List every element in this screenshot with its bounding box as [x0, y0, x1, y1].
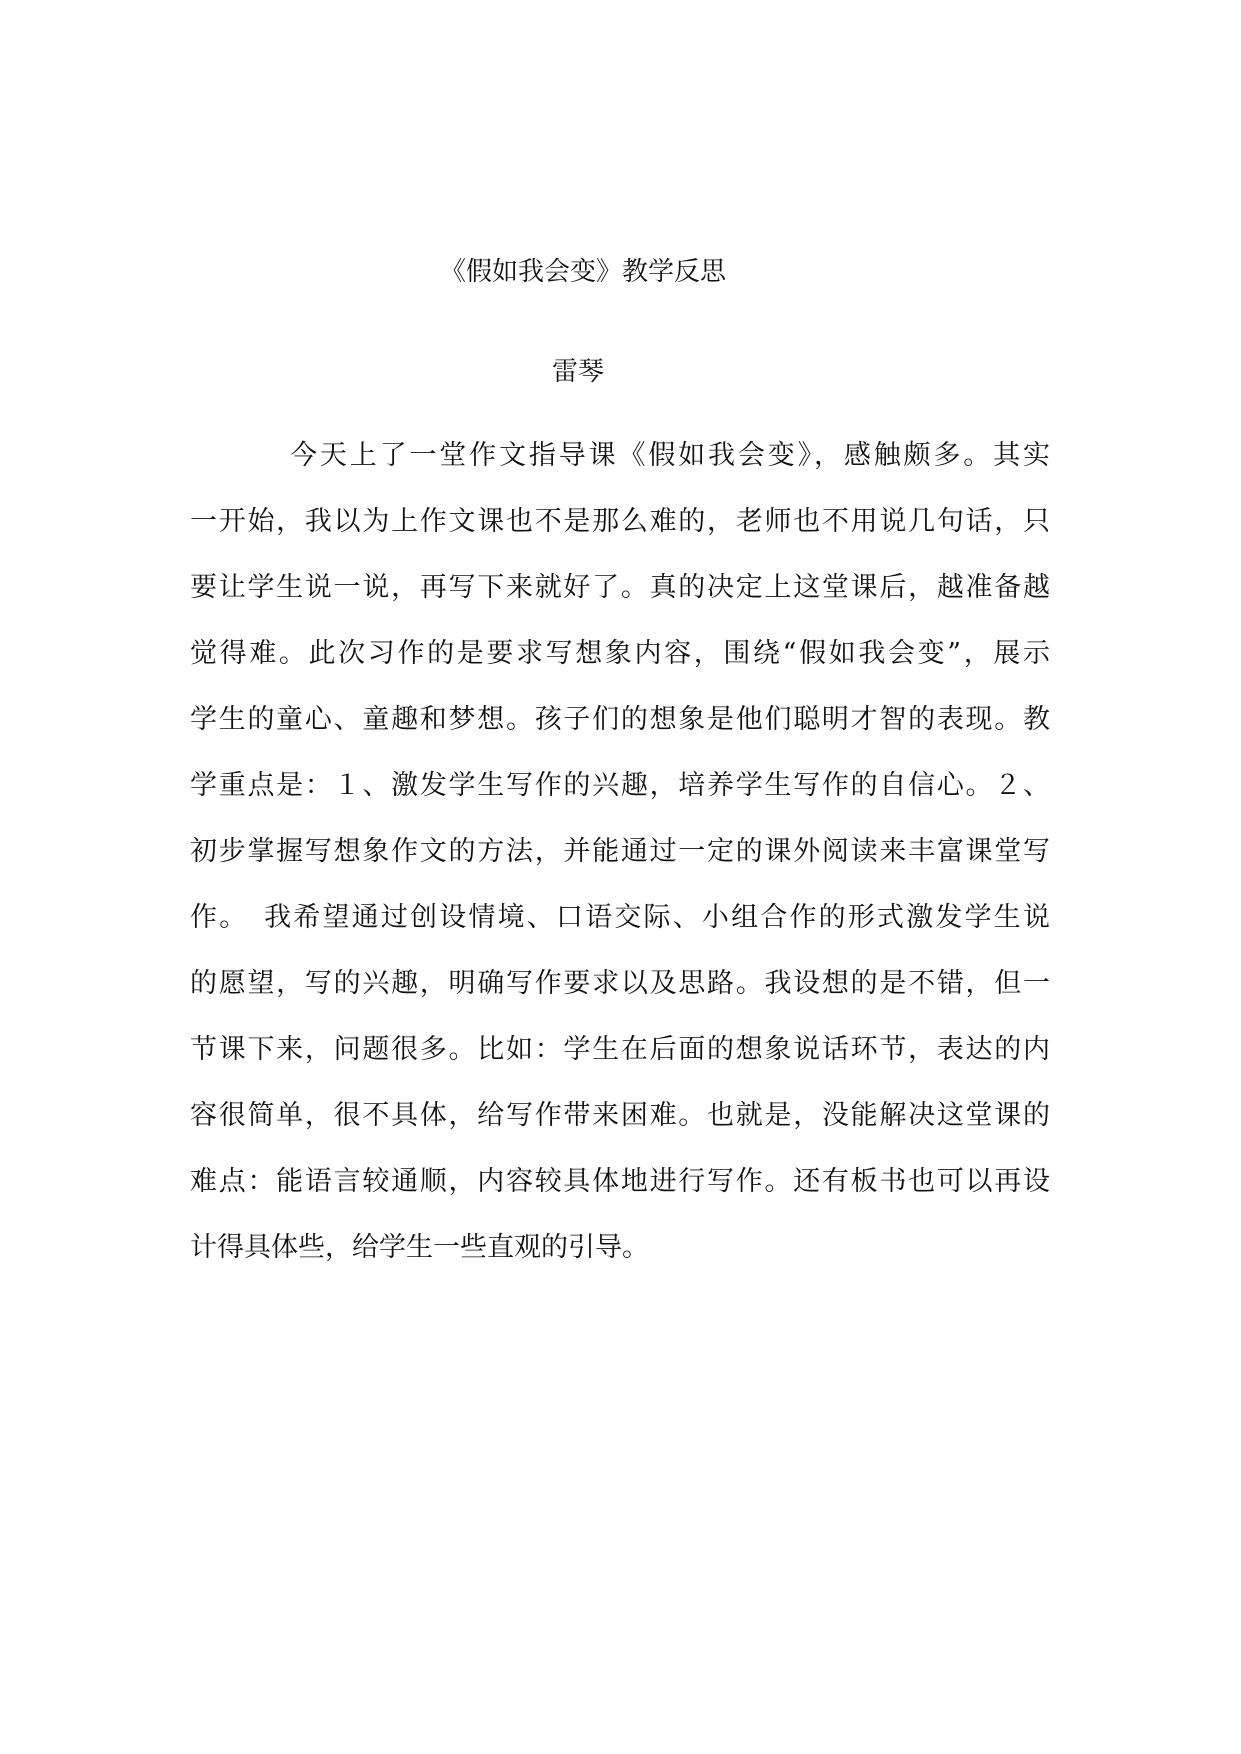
body-line: 今天上了一堂作文指导课《假如我会变》，感触颇多。其实	[290, 440, 1050, 471]
body-line: 计得具体些，给学生一些直观的引导。	[190, 1232, 649, 1263]
body-line: 觉得难。此次习作的是要求写想象内容，围绕“假如我会变”，展示	[190, 638, 1050, 669]
body-line: 容很简单，很不具体，给写作带来困难。也就是，没能解决这堂课的	[190, 1100, 1050, 1131]
body-line: 一开始，我以为上作文课也不是那么难的，老师也不用说几句话，只	[190, 506, 1050, 537]
body-line: 学生的童心、童趣和梦想。孩子们的想象是他们聪明才智的表现。教	[190, 704, 1050, 735]
body-line: 作。 我希望通过创设情境、口语交际、小组合作的形式激发学生说	[190, 902, 1050, 933]
body-line: 难点：能语言较通顺，内容较具体地进行写作。还有板书也可以再设	[190, 1166, 1050, 1197]
document-author: 雷琴	[552, 357, 605, 387]
document-body	[190, 436, 1050, 1294]
document-title: 《假如我会变》教学反思	[440, 257, 727, 287]
body-line: 要让学生说一说，再写下来就好了。真的决定上这堂课后，越准备越	[190, 572, 1050, 603]
body-line: 初步掌握写想象作文的方法，并能通过一定的课外阅读来丰富课堂写	[190, 836, 1050, 867]
body-line: 节课下来，问题很多。比如：学生在后面的想象说话环节，表达的内	[190, 1034, 1050, 1065]
body-line: 学重点是：１、激发学生写作的兴趣，培养学生写作的自信心。２、	[190, 770, 1050, 801]
body-line: 的愿望，写的兴趣，明确写作要求以及思路。我设想的是不错，但一	[190, 968, 1050, 999]
